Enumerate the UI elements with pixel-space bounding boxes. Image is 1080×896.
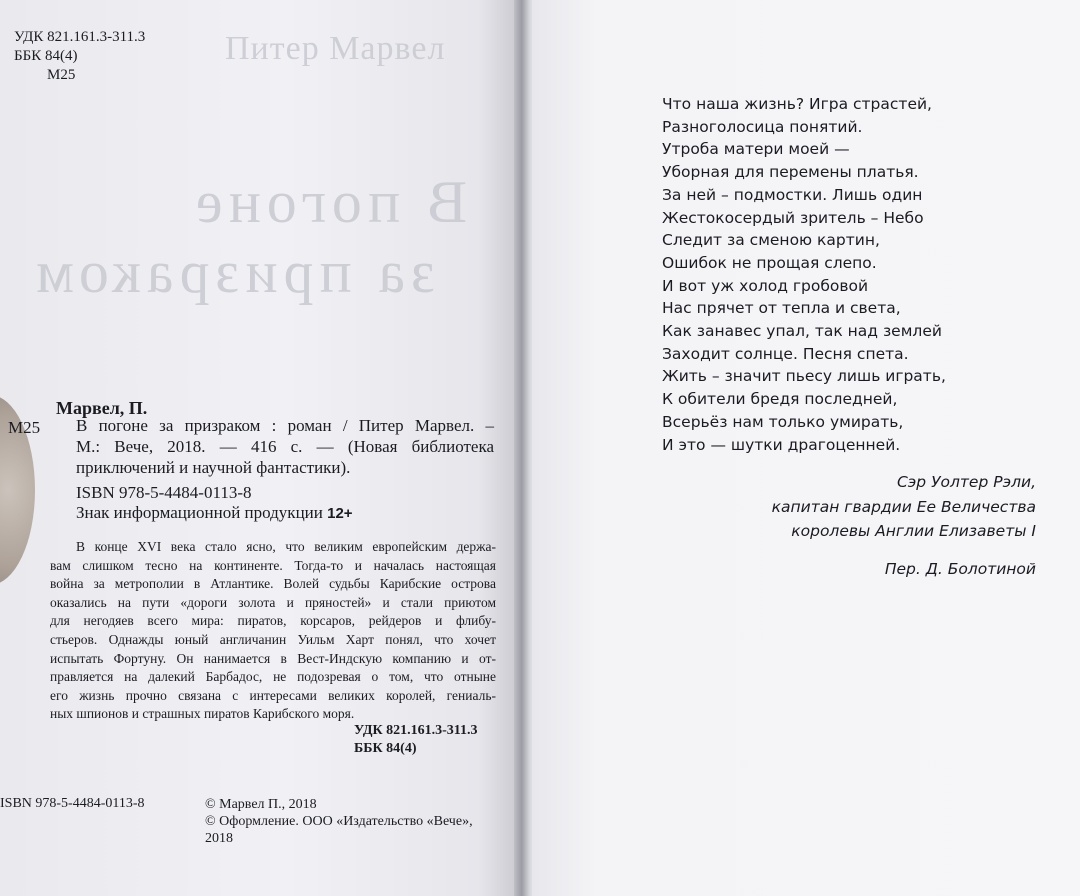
- poem-line: И вот уж холод гробовой: [662, 276, 869, 295]
- copyright-line: 2018: [205, 831, 233, 846]
- poem-line: Уборная для перемены платья.: [662, 163, 919, 182]
- catalog-author-mark: М25: [8, 418, 41, 437]
- bottom-classification-codes: [354, 722, 478, 758]
- bleed-through-title-line2: за призраком: [30, 239, 435, 305]
- annotation-line: В конце XVI века стало ясно, что великим европейским держа-: [76, 539, 496, 554]
- top-bbk-code: ББК 84(4): [14, 48, 78, 64]
- poem-line: К обители бредя последней,: [662, 390, 898, 409]
- top-classification-codes: [14, 28, 145, 85]
- annotation-line: испытать Фортуну. Он нанимается в Вест-Индскую компанию и от-: [50, 650, 496, 666]
- catalog-isbn: ISBN 978-5-4484-0113-8: [76, 483, 252, 502]
- top-author-mark: М25: [47, 67, 76, 83]
- annotation-line: для негодяев всего мира: пиратов, корсаров, рейдеров и флибу-: [50, 613, 496, 629]
- poem-line: Ошибок не прощая слепо.: [662, 253, 877, 272]
- copyright-block: [205, 796, 473, 847]
- catalog-description-line: М.: Вече, 2018. — 416 с. — (Новая библиотека: [76, 437, 494, 456]
- translator-credit: Пер. Д. Болотиной: [884, 560, 1036, 578]
- annotation: [50, 538, 496, 724]
- catalog-description-line: В погоне за призраком : роман / Питер Марвел. –: [76, 416, 494, 435]
- annotation-line: правляется на далекий Барбадос, не подозревая о том, что отныне: [50, 669, 496, 685]
- poem-line: Всерьёз нам только умирать,: [662, 412, 904, 431]
- left-page: [0, 0, 520, 896]
- annotation-line: стьеров. Однажды юный англичанин Уильм Харт понял, что хочет: [50, 631, 496, 647]
- attribution-line: Сэр Уолтер Рэли,: [896, 473, 1036, 491]
- right-page: [532, 0, 1080, 896]
- top-udk-code: УДК 821.161.3-311.3: [14, 29, 146, 45]
- poem-line: Жестокосердый зритель – Небо: [662, 208, 924, 227]
- bottom-udk-code: УДК 821.161.3-311.3: [354, 723, 478, 738]
- annotation-line: оказались на пути «дороги золота и пряностей» и стали приютом: [50, 594, 496, 610]
- bottom-isbn: ISBN 978-5-4484-0113-8: [0, 796, 145, 811]
- attribution-line: капитан гвардии Ее Величества: [771, 497, 1036, 516]
- poem-line: За ней – подмостки. Лишь один: [662, 185, 923, 204]
- poem-line: Жить – значит пьесу лишь играть,: [662, 367, 946, 386]
- poem-line: Что наша жизнь? Игра страстей,: [662, 95, 932, 113]
- poem-line: Заходит солнце. Песня спета.: [662, 344, 909, 363]
- bleed-through-author: Питер Марвел: [225, 30, 446, 67]
- annotation-line: вам слишком тесно на континенте. Тогда-то и началась настоящая: [50, 557, 496, 573]
- annotation-line: ных шпионов и страшных пиратов Карибского моря.: [50, 706, 355, 722]
- poem-line: Нас прячет от тепла и света,: [662, 299, 901, 318]
- poem-line: Как занавес упал, так над землей: [662, 322, 942, 341]
- copyright-line: © Оформление. ООО «Издательство «Вече»,: [205, 814, 473, 829]
- epigraph-poem: [662, 93, 946, 456]
- catalog-author: Марвел, П.: [56, 398, 148, 418]
- info-product-sign-label: Знак информационной продукции: [76, 503, 323, 522]
- catalog-description: [76, 415, 494, 478]
- info-product-sign: [76, 503, 353, 523]
- poem-attribution: [772, 470, 1036, 544]
- attribution-line: королевы Англии Елизаветы I: [791, 522, 1036, 540]
- poem-line: Утроба матери моей —: [662, 140, 850, 159]
- catalog-description-line: приключений и научной фантастики).: [76, 458, 351, 477]
- bleed-through-title-line1: В погоне: [190, 169, 467, 235]
- poem-line: И это — шутки драгоценней.: [662, 435, 901, 454]
- copyright-line: © Марвел П., 2018: [205, 797, 317, 812]
- annotation-line: его жизнь прочно связана с интересами великих королей, гениаль-: [50, 687, 496, 703]
- poem-line: Разноголосица понятий.: [662, 117, 863, 136]
- poem-line: Следит за сменою картин,: [662, 231, 880, 250]
- annotation-line: война за метрополии в Атлантике. Волей судьбы Карибские острова: [50, 576, 496, 592]
- age-rating-badge: 12+: [327, 505, 353, 522]
- bottom-bbk-code: ББК 84(4): [354, 741, 417, 756]
